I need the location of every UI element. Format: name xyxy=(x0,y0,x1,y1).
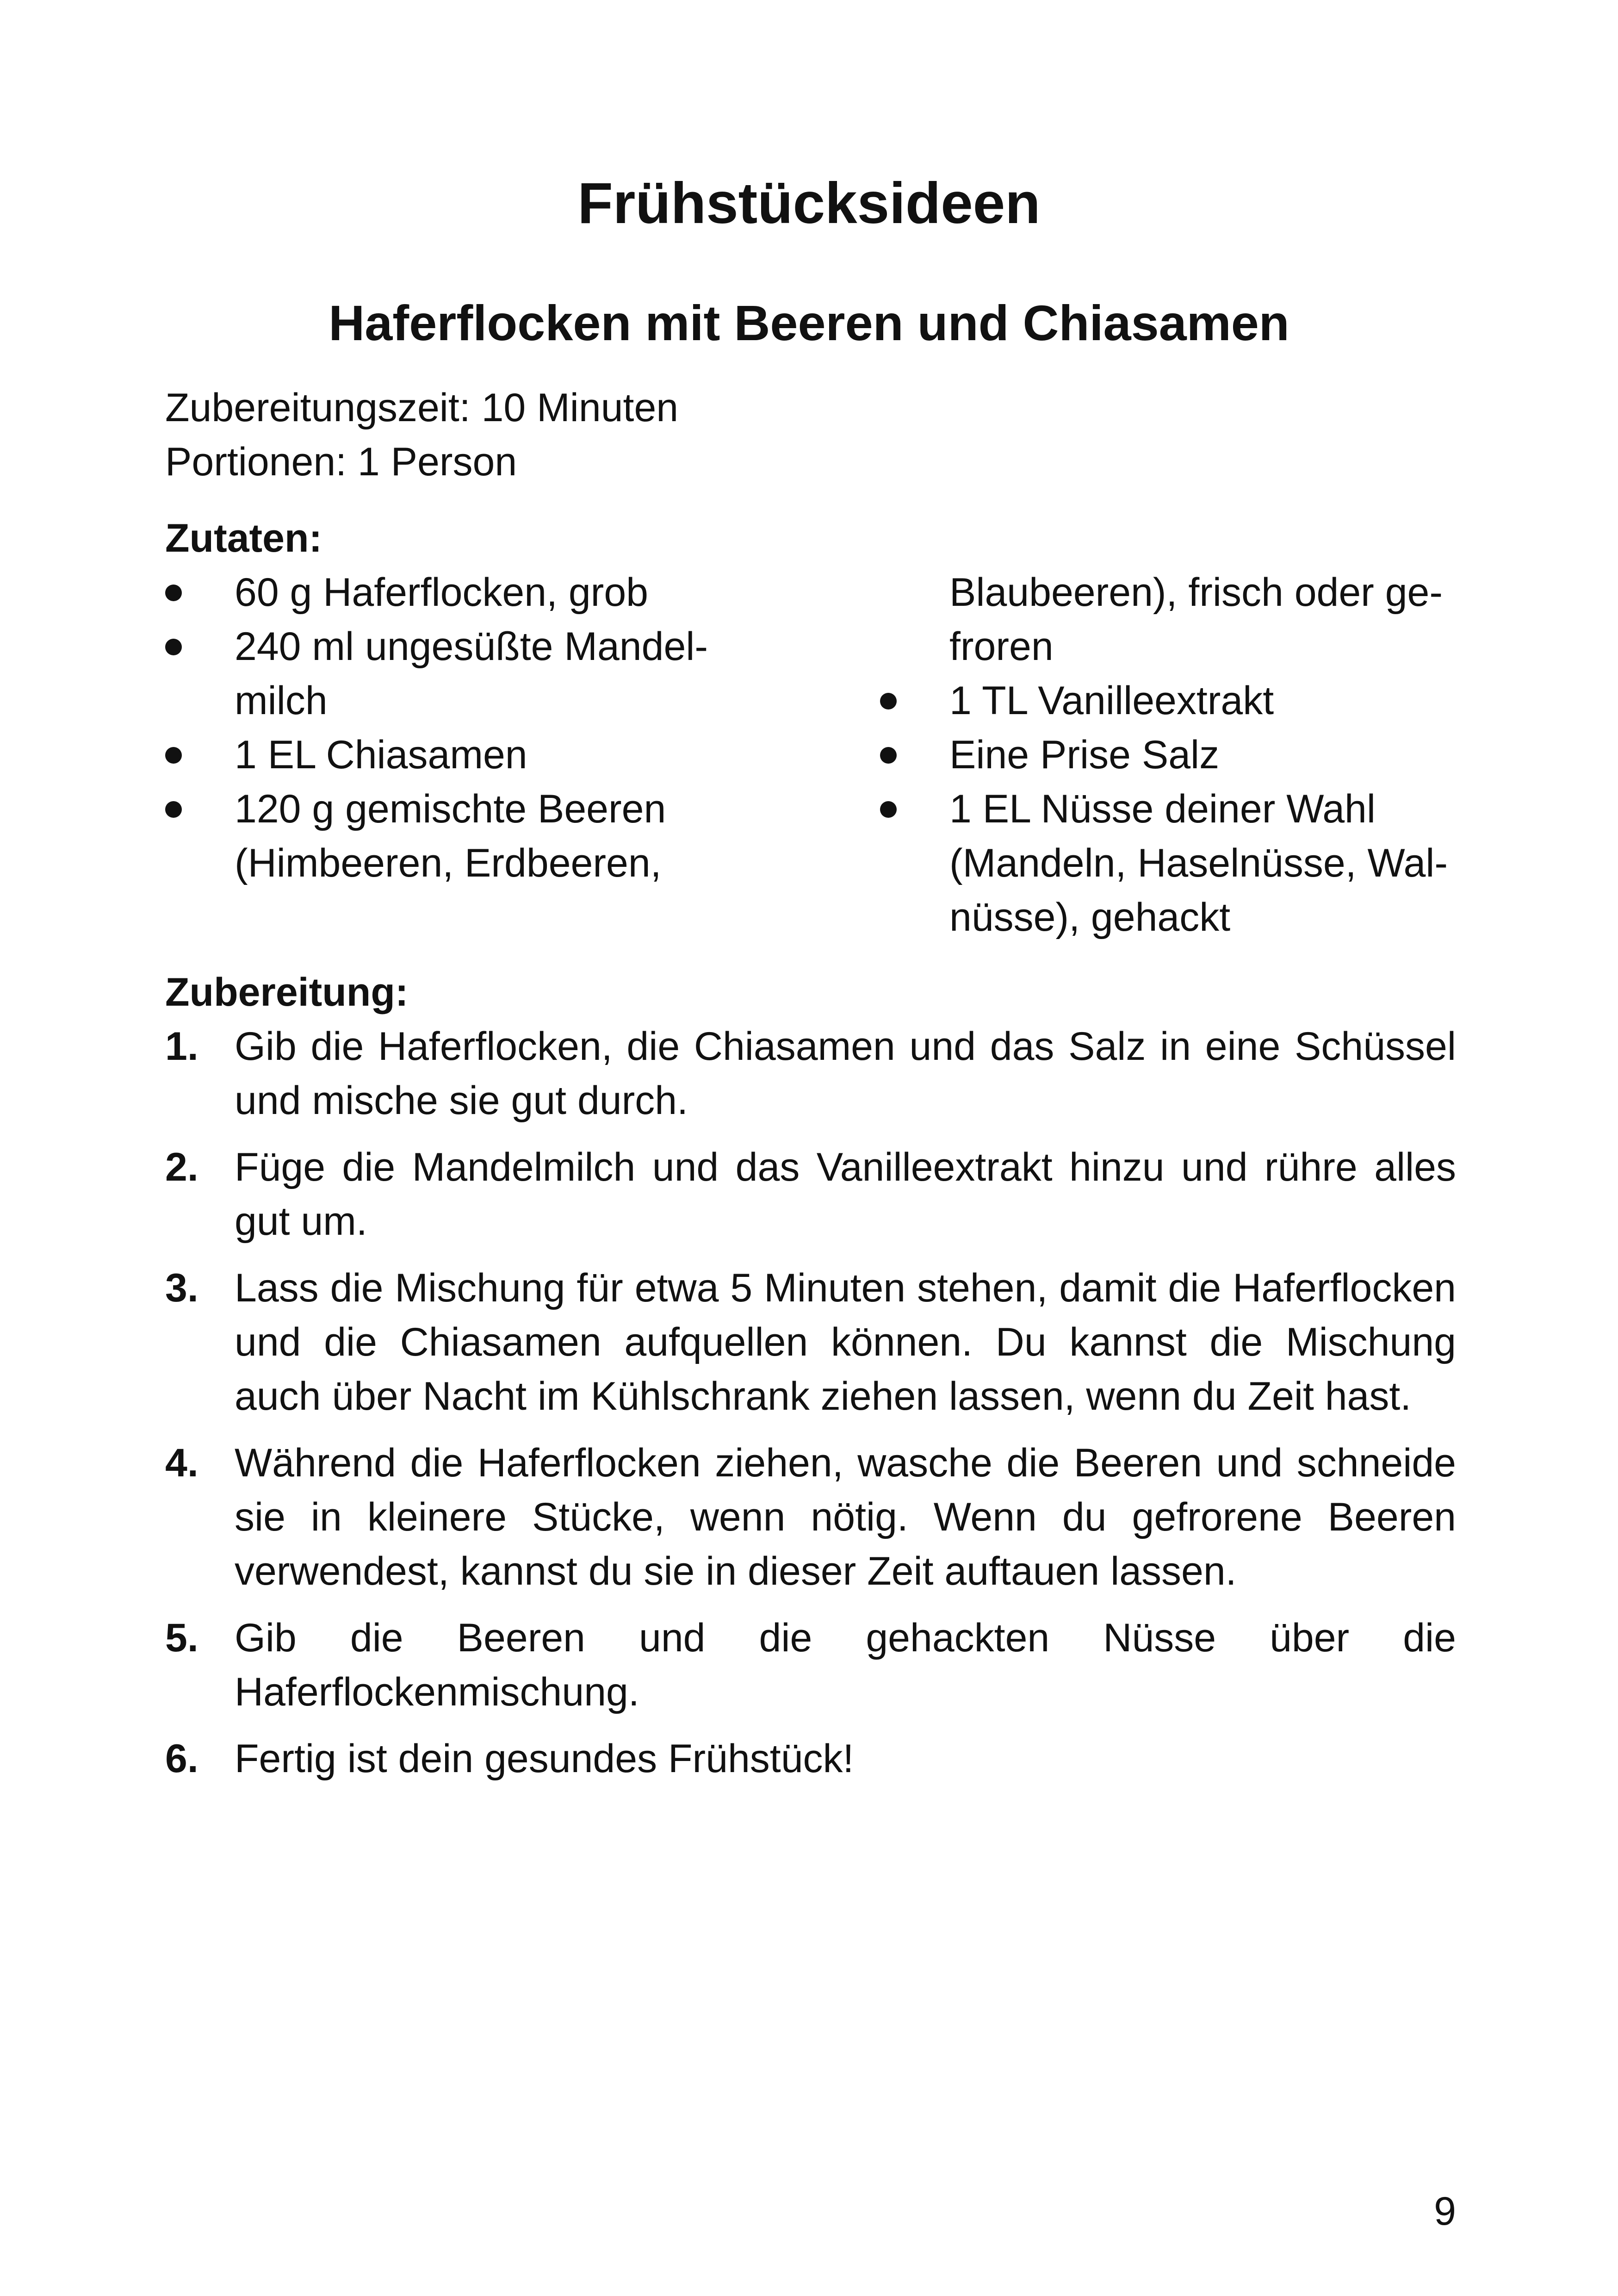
bullet-icon xyxy=(165,801,182,818)
ingredients-list-left xyxy=(165,566,720,890)
prep-time: Zubereitungszeit: 10 Minuten xyxy=(165,386,679,430)
step-number: 2. xyxy=(165,1145,198,1189)
step-text: Gib die Beeren und die gehackten Nüsse über die Haferflockenmischung. xyxy=(235,1616,1456,1714)
ingredient-item xyxy=(165,728,720,782)
step-text: Füge die Mandelmilch und das Vanilleextrakt hinzu und rühre alles gut um. xyxy=(235,1145,1456,1244)
step-item xyxy=(165,1020,1456,1128)
ingredient-item xyxy=(165,566,720,620)
ingredient-text: 1 EL Nüsse deiner Wahl (Mandeln, Haselnüsse, Wal- nüsse), gehackt xyxy=(949,787,1448,940)
ingredient-item xyxy=(880,674,1458,728)
ingredient-item xyxy=(880,782,1458,945)
preparation-steps xyxy=(165,1020,1456,1798)
ingredient-item xyxy=(880,728,1458,782)
step-number: 5. xyxy=(165,1616,198,1660)
preparation-heading: Zubereitung: xyxy=(165,970,409,1014)
ingredient-text: Blaubeeren), frisch oder ge- froren xyxy=(949,570,1443,669)
ingredient-item xyxy=(165,782,720,890)
step-item xyxy=(165,1261,1456,1424)
ingredient-item-continued xyxy=(880,566,1458,674)
step-text: Fertig ist dein gesundes Frühstück! xyxy=(235,1736,854,1781)
recipe-meta xyxy=(165,381,678,489)
bullet-icon xyxy=(880,747,897,764)
step-number: 1. xyxy=(165,1024,198,1069)
ingredient-text: 1 TL Vanilleextrakt xyxy=(949,678,1274,723)
bullet-icon xyxy=(880,693,897,709)
ingredient-text: 240 ml ungesüßte Mandel- milch xyxy=(235,624,708,723)
step-item xyxy=(165,1140,1456,1249)
step-text: Während die Haferflocken ziehen, wasche die Beeren und schneide sie in kleinere Stücke, wenn nötig. Wenn du gefrorene Beeren verwendest, kannst du sie in dieser Zeit auftauen lassen. xyxy=(235,1441,1456,1593)
bullet-icon xyxy=(165,639,182,655)
ingredient-text: Eine Prise Salz xyxy=(949,733,1220,777)
ingredient-text: 60 g Haferflocken, grob xyxy=(235,570,648,615)
step-number: 6. xyxy=(165,1736,198,1781)
recipe-title: Haferflocken mit Beeren und Chiasamen xyxy=(329,295,1289,351)
servings: Portionen: 1 Person xyxy=(165,440,517,484)
step-item xyxy=(165,1611,1456,1719)
step-number: 4. xyxy=(165,1441,198,1485)
ingredients-list-right xyxy=(880,566,1458,945)
bullet-icon xyxy=(165,747,182,764)
ingredients-heading: Zutaten: xyxy=(165,516,322,560)
step-item xyxy=(165,1732,1456,1786)
page-number: 9 xyxy=(1434,2189,1456,2234)
ingredient-text: 1 EL Chiasamen xyxy=(235,733,527,777)
step-text: Gib die Haferflocken, die Chiasamen und das Salz in eine Schüssel und mische sie gut durch. xyxy=(235,1024,1456,1123)
bullet-icon xyxy=(165,585,182,601)
ingredient-item xyxy=(165,620,720,728)
ingredient-text: 120 g gemischte Beeren (Himbeeren, Erdbeeren, xyxy=(235,787,666,885)
step-text: Lass die Mischung für etwa 5 Minuten stehen, damit die Haferflocken und die Chiasamen aufquellen können. Du kannst die Mischung auch über Nacht im Kühlschrank ziehen lassen, wenn du Zeit hast. xyxy=(235,1266,1456,1419)
bullet-icon xyxy=(880,801,897,818)
chapter-title: Frühstücksideen xyxy=(577,171,1041,236)
step-number: 3. xyxy=(165,1266,198,1310)
step-item xyxy=(165,1436,1456,1599)
